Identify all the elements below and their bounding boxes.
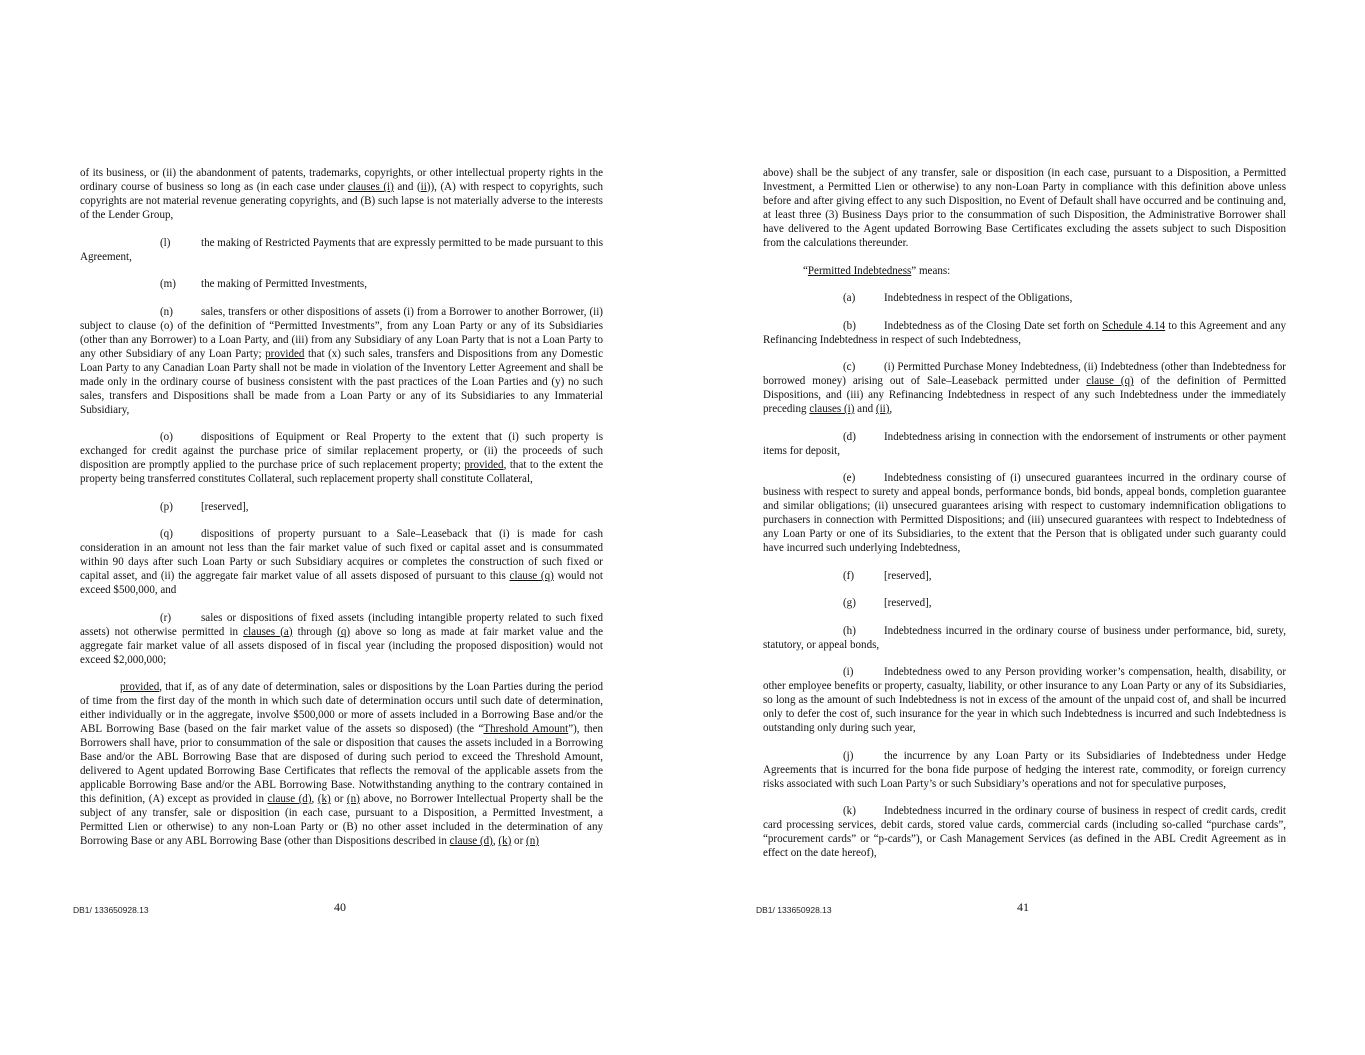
clause-p: (p) [reserved], xyxy=(160,500,249,513)
clause-reference: clause (q) xyxy=(509,570,554,582)
page-body xyxy=(80,166,603,862)
document-id: DB1/ 133650928.13 xyxy=(756,905,832,915)
page-body xyxy=(763,166,1286,874)
clause-r: (r) sales or dispositions of fixed assets (including intangible property related to such fixed assets) not otherwise permitted in clauses (a) through (q) above so long as made at fair market value and the aggregate fair market value of all assets disposed of in fiscal year (including the proposed disposition) would not exceed $2,000,000; xyxy=(80,611,603,666)
document-page-right xyxy=(683,0,1365,1055)
clause-g: (g) [reserved], xyxy=(843,597,932,609)
definition-heading: “Permitted Indebtedness” means: xyxy=(803,264,951,277)
document-page-left xyxy=(0,0,682,1055)
clause-a: (a) Indebtedness in respect of the Obligations, xyxy=(843,292,1073,304)
clause-c: (c) (i) Permitted Purchase Money Indebtedness, (ii) Indebtedness (other than Indebtedness for borrowed money) arising out of Sale–Leaseback permitted under clause (q) of the definition of Permitted Dispositions, and (iii) any Refinancing Indebtedness in respect of any such Indebtedness under the immediately preceding clauses (i) and (ii), xyxy=(763,361,1286,415)
paragraph-continuation: of its business, or (ii) the abandonment of patents, trademarks, copyrights, or other intellectual property rights in the ordinary course of business so long as (in each case under clauses (i) and (ii)), (A) with respect to copyrights, such copyrights are not material revenue generating copyrights, and (B) such lapse is not materially adverse to the interests of the Lender Group, xyxy=(80,167,604,221)
clause-e: (e) Indebtedness consisting of (i) unsecured guarantees incurred in the ordinary course of business with respect to surety and appeal bonds, performance bonds, bid bonds, appeal bonds, completion guarantee and similar obligations; (ii) unsecured guarantees arising with respect to customary indemnification obligations to purchasers in connection with Permitted Dispositions; and (iii) unsecured guarantees with respect to Indebtedness of any Loan Party or one of its Subsidiaries, to the extent that the Person that is obligated under such guaranty could have incurred such underlying Indebtedness, xyxy=(763,472,1286,554)
page-number: 41 xyxy=(1017,900,1029,914)
clause-reference: clauses (i) xyxy=(347,181,394,193)
paragraph-continuation: above) shall be the subject of any transfer, sale or disposition (in each case, pursuant to a Disposition, a Permitted Investment, a Permitted Lien or otherwise) to any non-Loan Party in compliance with this definition above unless before and after giving effect to any such Disposition, no Event of Default shall have occurred and be continuing and, at least three (3) Business Days prior to the consummation of such Disposition, the Administrative Borrower shall have delivered to the Agent updated Borrowing Base Certificates excluding the assets subject to such Disposition from the calculations thereunder. xyxy=(763,167,1286,249)
clause-j: (j) the incurrence by any Loan Party or its Subsidiaries of Indebtedness under Hedge Agreements that is incurred for the bona fide purpose of hedging the interest rate, commodity, or foreign currency risks associated with such Loan Party’s or such Subsidiary’s operations and not for speculative purposes, xyxy=(763,749,1286,790)
page-number: 40 xyxy=(334,900,346,914)
clause-l: (l) the making of Restricted Payments that are expressly permitted to be made pursuant to this Agreement, xyxy=(80,236,603,263)
defined-term: Threshold Amount xyxy=(483,723,569,735)
proviso-paragraph: provided, that if, as of any date of determination, sales or dispositions by the Loan Parties during the period of time from the first day of the month in which such date of determination occurs until such date of determination, either individually or in the aggregate, involve $500,000 or more of assets included in a Borrowing Base and/or the ABL Borrowing Base (based on the fair market value of the assets so disposed) (the “Threshold Amount”), then Borrowers shall have, prior to consummation of the sale or disposition that causes the assets included in a Borrowing Base and/or the ABL Borrowing Base that are disposed of during such period to exceed the Threshold Amount, delivered to Agent updated Borrowing Base Certificates that reflects the removal of the applicable assets from the applicable Borrowing Base and/or the ABL Borrowing Base. Notwithstanding anything to the contrary contained in this definition, (A) except as provided in clause (d), (k) or (n) above, no Borrower Intellectual Property shall be the subject of any transfer, sale or disposition (in each case, pursuant to a Disposition, a Permitted Investment, a Permitted Lien or otherwise) to any non-Loan Party or (B) no other asset included in the determination of any Borrowing Base or any ABL Borrowing Base (other than Dispositions described in clause (d), (k) or (n) xyxy=(80,681,604,847)
clause-i: (i) Indebtedness owed to any Person providing worker’s compensation, health, disability, or other employee benefits or property, casualty, liability, or other insurance to any Loan Party or any of its Subsidiaries, so long as the amount of such Indebtedness is not in excess of the amount of the unpaid cost of, and shall be incurred only to defer the cost of, such insurance for the year in which such Indebtedness is incurred and such Indebtedness is outstanding only during such year, xyxy=(763,666,1286,734)
clause-o: (o) dispositions of Equipment or Real Property to the extent that (i) such property is exchanged for credit against the purchase price of similar replacement property, or (ii) the proceeds of such disposition are promptly applied to the purchase price of such replacement property; provided, that to the extent the property being transferred constitutes Collateral, such replacement property shall constitute Collateral, xyxy=(80,431,603,485)
defined-term: Permitted Indebtedness xyxy=(807,264,912,277)
clause-h: (h) Indebtedness incurred in the ordinary course of business under performance, bid, surety, statutory, or appeal bonds, xyxy=(763,624,1286,651)
clause-k: (k) Indebtedness incurred in the ordinary course of business in respect of credit cards, credit card processing services, debit cards, stored value cards, commercial cards (including so-called “purchase cards”, “procurement cards” or “p-cards”), or Cash Management Services (as defined in the ABL Credit Agreement as in effect on the date hereof), xyxy=(763,805,1286,859)
clause-q: (q) dispositions of property pursuant to a Sale–Leaseback that (i) is made for cash consideration in an amount not less than the fair market value of such fixed or capital asset and is consummated within 90 days after such Loan Party or such Subsidiary acquires or completes the construction of such fixed or capital asset, and (ii) the aggregate fair market value of all assets disposed of pursuant to this clause (q) would not exceed $500,000, and xyxy=(80,528,603,596)
clause-reference: ii xyxy=(420,181,427,193)
clause-b: (b) Indebtedness as of the Closing Date set forth on Schedule 4.14 to this Agreement and any Refinancing Indebtedness in respect of such Indebtedness, xyxy=(763,319,1287,346)
schedule-reference: Schedule 4.14 xyxy=(1102,319,1166,332)
clause-m: (m) the making of Permitted Investments, xyxy=(160,278,367,290)
document-id: DB1/ 133650928.13 xyxy=(73,905,149,915)
clause-n: (n) sales, transfers or other dispositions of assets (i) from a Borrower to another Borrower, (ii) subject to clause (o) of the definition of “Permitted Investments”, from any Loan Party or any of its Subsidiaries (other than any Borrower) to a Loan Party, and (iii) from any Subsidiary of any Loan Party that is not a Loan Party to any other Subsidiary of any Loan Party; provided that (x) such sales, transfers and Dispositions from any Domestic Loan Party to any Canadian Loan Party shall not be made in violation of the Inventory Letter Agreement and shall be made only in the ordinary course of business consistent with the past practices of the Loan Parties and (y) no such sales, transfers and Dispositions shall be made from a Loan Party or any of its Subsidiaries to any Immaterial Subsidiary, xyxy=(80,305,603,416)
clause-d: (d) Indebtedness arising in connection with the endorsement of instruments or other payment items for deposit, xyxy=(763,430,1286,457)
clause-reference: (q) xyxy=(337,625,351,638)
clause-f: (f) [reserved], xyxy=(843,569,932,582)
clause-reference: clauses (a) xyxy=(243,625,293,638)
